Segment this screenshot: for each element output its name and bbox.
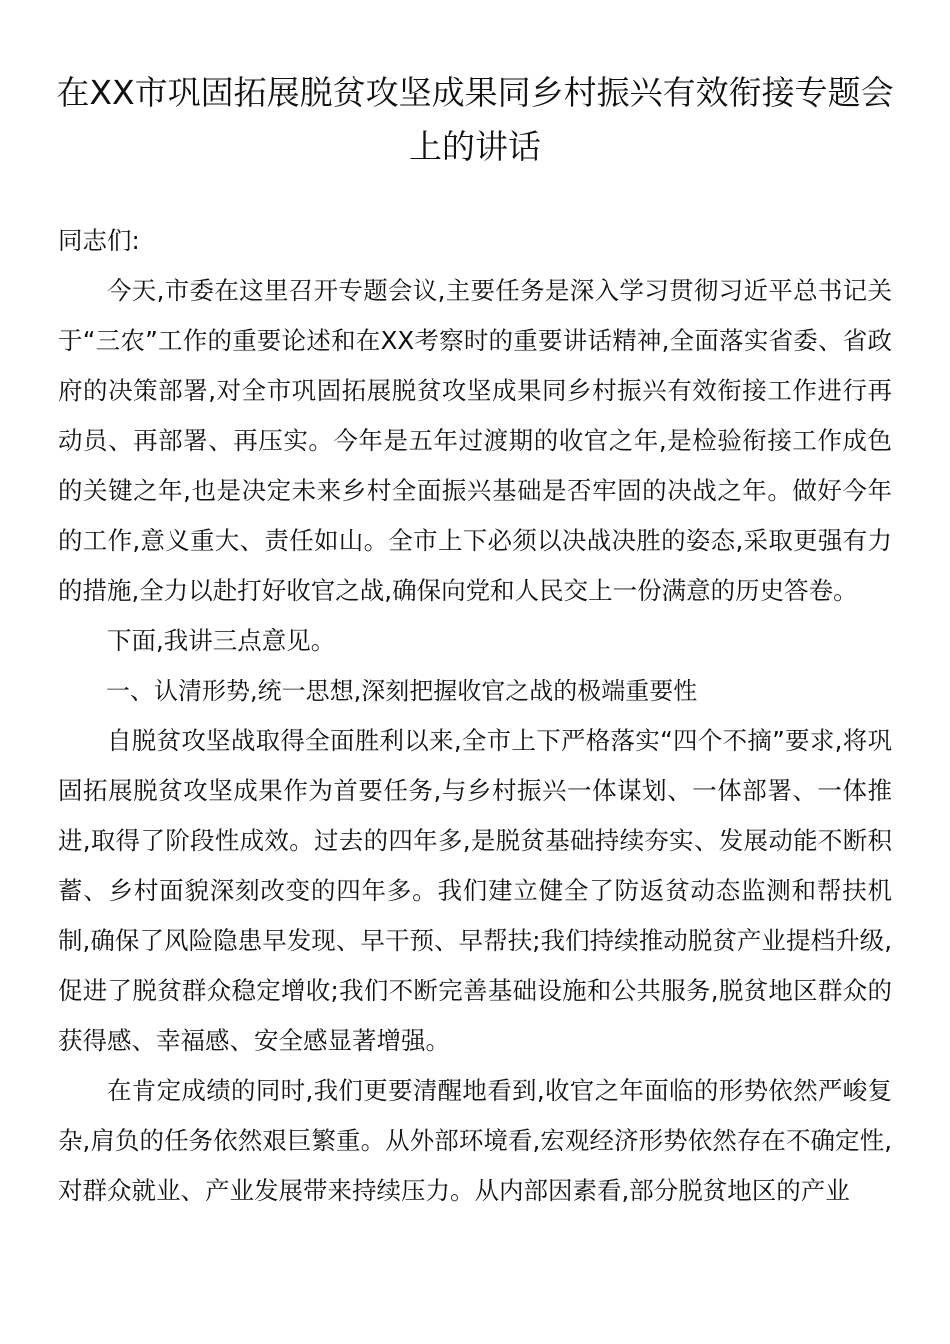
- document-body: [58, 216, 892, 1216]
- salutation: 同志们:: [58, 226, 140, 255]
- document-title: 在XX市巩固拓展脱贫攻坚成果同乡村振兴有效衔接专题会上的讲话: [56, 73, 894, 166]
- transition-paragraph: 下面,我讲三点意见。: [107, 626, 336, 655]
- section-1-paragraph: 自脱贫攻坚战取得全面胜利以来,全市上下严格落实“四个不摘”要求,将巩固拓展脱贫攻坚成果作为首要任务,与乡村振兴一体谋划、一体部署、一体推进,取得了阶段性成效。过去的四年多,是脱贫基础持续夯实、发展动能不断积蓄、乡村面貌深刻改变的四年多。我们建立健全了防返贫动态监测和帮扶机制,确保了风险隐患早发现、早干预、早帮扶;我们持续推动脱贫产业提档升级,促进了脱贫群众稳定增收;我们不断完善基础设施和公共服务,脱贫地区群众的获得感、幸福感、安全感显著增强。: [58, 726, 892, 1055]
- opening-paragraph: 今天,市委在这里召开专题会议,主要任务是深入学习贯彻习近平总书记关于“三农”工作的重要论述和在XX考察时的重要讲话精神,全面落实省委、省政府的决策部署,对全市巩固拓展脱贫攻坚成果同乡村振兴有效衔接工作进行再动员、再部署、再压实。今年是五年过渡期的收官之年,是检验衔接工作成色的关键之年,也是决定未来乡村全面振兴基础是否牢固的决战之年。做好今年的工作,意义重大、责任如山。全市上下必须以决战决胜的姿态,采取更强有力的措施,全力以赴打好收官之战,确保向党和人民交上一份满意的历史答卷。: [58, 276, 892, 605]
- section-1-paragraph: 在肯定成绩的同时,我们更要清醒地看到,收官之年面临的形势依然严峻复杂,肩负的任务依然艰巨繁重。从外部环境看,宏观经济形势依然存在不确定性,对群众就业、产业发展带来持续压力。从内部因素看,部分脱贫地区的产业: [58, 1076, 892, 1205]
- section-heading-1: 一、认清形势,统一思想,深刻把握收官之战的极端重要性: [106, 677, 698, 705]
